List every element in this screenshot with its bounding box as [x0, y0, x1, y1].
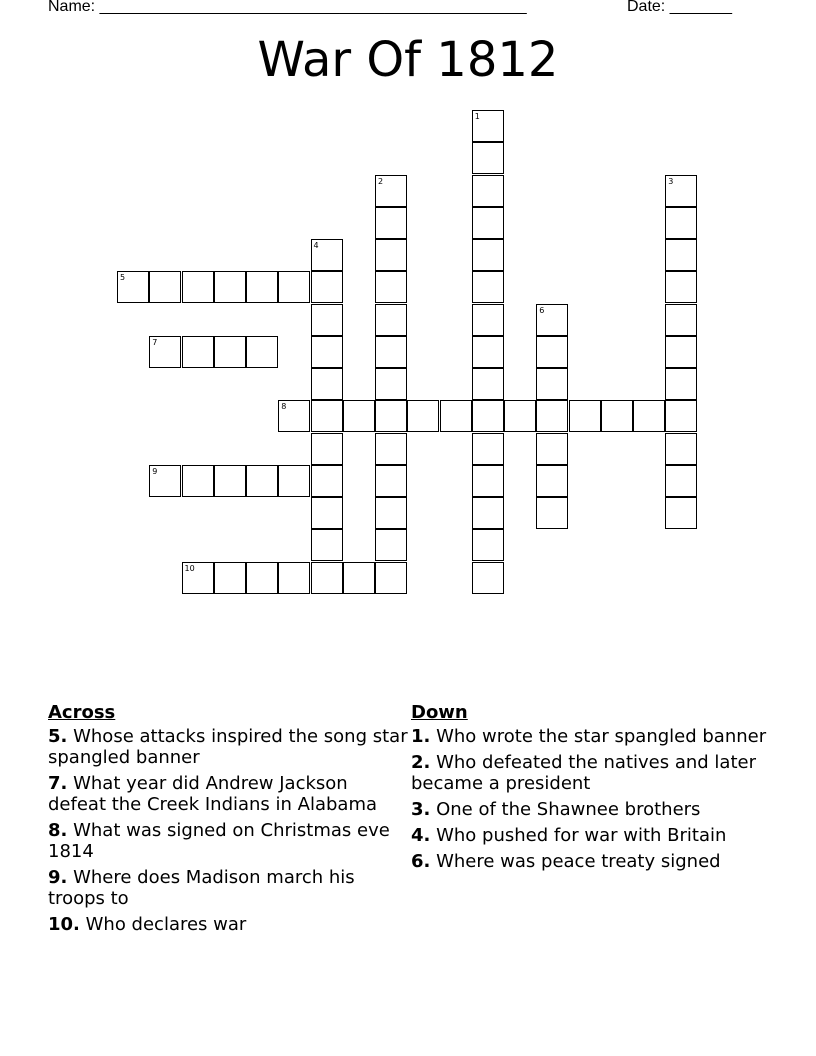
clue-number-label: 4	[313, 241, 319, 250]
clue-text: Where was peace treaty signed	[430, 851, 721, 872]
grid-cell[interactable]	[311, 304, 343, 336]
grid-cell[interactable]	[182, 336, 214, 368]
grid-cell[interactable]	[536, 400, 568, 432]
down-heading: Down	[411, 702, 468, 723]
clue-number: 7.	[48, 773, 68, 794]
grid-cell[interactable]	[149, 465, 181, 497]
grid-cell[interactable]	[311, 465, 343, 497]
grid-cell[interactable]	[375, 497, 407, 529]
grid-cell[interactable]	[375, 465, 407, 497]
grid-cell[interactable]	[311, 529, 343, 561]
clue-text: Who defeated the natives and later became a president	[411, 752, 756, 794]
grid-cell[interactable]	[536, 465, 568, 497]
grid-cell[interactable]	[214, 271, 246, 303]
grid-cell[interactable]	[311, 497, 343, 529]
page-title: War Of 1812	[257, 32, 559, 88]
grid-cell[interactable]	[311, 239, 343, 271]
down-clue	[411, 851, 771, 872]
grid-cell[interactable]	[375, 336, 407, 368]
grid-cell[interactable]	[472, 142, 504, 174]
clue-number: 3.	[411, 799, 431, 820]
clue-text: Who pushed for war with Britain	[430, 825, 727, 846]
grid-cell[interactable]	[665, 175, 697, 207]
clue-text: Who declares war	[79, 914, 247, 935]
grid-cell[interactable]	[214, 465, 246, 497]
grid-cell[interactable]	[569, 400, 601, 432]
grid-cell[interactable]	[472, 433, 504, 465]
clue-number: 2.	[411, 752, 431, 773]
grid-cell[interactable]	[375, 175, 407, 207]
across-clue	[48, 726, 408, 768]
grid-cell[interactable]	[472, 207, 504, 239]
grid-cell[interactable]	[343, 562, 375, 594]
clue-text: What year did Andrew Jackson defeat the Creek Indians in Alabama	[48, 773, 378, 815]
grid-cell[interactable]	[665, 368, 697, 400]
grid-cell[interactable]	[375, 562, 407, 594]
grid-cell[interactable]	[311, 433, 343, 465]
across-clue	[48, 773, 408, 815]
grid-cell[interactable]	[214, 562, 246, 594]
grid-cell[interactable]	[246, 271, 278, 303]
clue-number: 9.	[48, 867, 68, 888]
clue-number-label: 10	[184, 563, 195, 573]
grid-cell[interactable]	[665, 497, 697, 529]
grid-cell[interactable]	[311, 336, 343, 368]
grid-cell[interactable]	[665, 304, 697, 336]
down-clue	[411, 799, 771, 820]
grid-cell[interactable]	[311, 368, 343, 400]
grid-cell[interactable]	[633, 400, 665, 432]
clue-number: 6.	[411, 851, 431, 872]
grid-cell[interactable]	[536, 497, 568, 529]
grid-cell[interactable]	[278, 400, 310, 432]
grid-cell[interactable]	[536, 336, 568, 368]
clue-number: 10.	[48, 914, 80, 935]
grid-cell[interactable]	[246, 465, 278, 497]
grid-cell[interactable]	[472, 336, 504, 368]
clue-text: Where does Madison march his troops to	[48, 867, 355, 909]
grid-cell[interactable]	[407, 400, 439, 432]
grid-cell[interactable]	[375, 207, 407, 239]
grid-cell[interactable]	[117, 271, 149, 303]
clue-text: Whose attacks inspired the song star spangled banner	[48, 726, 408, 768]
grid-cell[interactable]	[665, 271, 697, 303]
grid-cell[interactable]	[343, 400, 375, 432]
grid-cell[interactable]	[601, 400, 633, 432]
grid-cell[interactable]	[472, 497, 504, 529]
down-clue	[411, 726, 771, 747]
across-clue	[48, 867, 408, 909]
grid-cell[interactable]	[472, 465, 504, 497]
grid-cell[interactable]	[665, 336, 697, 368]
grid-cell[interactable]	[311, 562, 343, 594]
grid-cell[interactable]	[472, 368, 504, 400]
grid-cell[interactable]	[182, 271, 214, 303]
clue-number-label: 3	[668, 176, 674, 186]
clue-number-label: 2	[378, 176, 384, 186]
clue-number-label: 8	[281, 402, 287, 412]
grid-cell[interactable]	[536, 368, 568, 400]
down-clue	[411, 825, 771, 846]
across-clue	[48, 820, 408, 862]
across-clue	[48, 914, 408, 935]
grid-cell[interactable]	[375, 368, 407, 400]
clue-number-label: 5	[120, 273, 126, 283]
grid-cell[interactable]	[375, 433, 407, 465]
grid-cell[interactable]	[472, 175, 504, 207]
grid-cell[interactable]	[375, 271, 407, 303]
clue-number-label: 1	[474, 112, 480, 121]
grid-cell[interactable]	[375, 529, 407, 561]
grid-cell[interactable]	[472, 271, 504, 303]
grid-cell[interactable]	[375, 239, 407, 271]
clue-number: 1.	[411, 726, 431, 747]
across-heading: Across	[48, 702, 116, 723]
grid-cell[interactable]	[665, 400, 697, 432]
grid-cell[interactable]	[665, 433, 697, 465]
grid-cell[interactable]	[472, 529, 504, 561]
down-clue	[411, 752, 771, 794]
grid-cell[interactable]	[472, 110, 504, 142]
clue-number-label: 9	[152, 466, 158, 476]
grid-cell[interactable]	[149, 336, 181, 368]
grid-cell[interactable]	[214, 336, 246, 368]
grid-cell[interactable]	[665, 207, 697, 239]
grid-cell[interactable]	[375, 304, 407, 336]
clue-text: Who wrote the star spangled banner	[430, 726, 767, 747]
down-clues	[411, 702, 771, 877]
clue-number-label: 6	[539, 305, 545, 315]
grid-cell[interactable]	[472, 400, 504, 432]
grid-cell[interactable]	[472, 304, 504, 336]
grid-cell[interactable]	[665, 465, 697, 497]
grid-cell[interactable]	[311, 271, 343, 303]
grid-cell[interactable]	[536, 304, 568, 336]
across-clues	[48, 702, 408, 940]
clue-number: 8.	[48, 820, 68, 841]
grid-cell[interactable]	[182, 562, 214, 594]
grid-cell[interactable]	[278, 465, 310, 497]
grid-cell[interactable]	[246, 336, 278, 368]
grid-cell[interactable]	[440, 400, 472, 432]
clue-text: What was signed on Christmas eve 1814	[48, 820, 390, 862]
grid-cell[interactable]	[375, 400, 407, 432]
name-field-label: Name: ________________________________________________	[48, 0, 527, 15]
grid-cell[interactable]	[665, 239, 697, 271]
grid-cell[interactable]	[246, 562, 278, 594]
grid-cell[interactable]	[536, 433, 568, 465]
grid-cell[interactable]	[472, 562, 504, 594]
grid-cell[interactable]	[278, 271, 310, 303]
grid-cell[interactable]	[278, 562, 310, 594]
clue-number-label: 7	[152, 337, 158, 347]
clue-number: 4.	[411, 825, 431, 846]
date-field-label: Date: _______	[627, 0, 732, 15]
grid-cell[interactable]	[149, 271, 181, 303]
grid-cell[interactable]	[311, 400, 343, 432]
clue-text: One of the Shawnee brothers	[430, 799, 701, 820]
grid-cell[interactable]	[472, 239, 504, 271]
clue-number: 5.	[48, 726, 68, 747]
grid-cell[interactable]	[182, 465, 214, 497]
grid-cell[interactable]	[504, 400, 536, 432]
